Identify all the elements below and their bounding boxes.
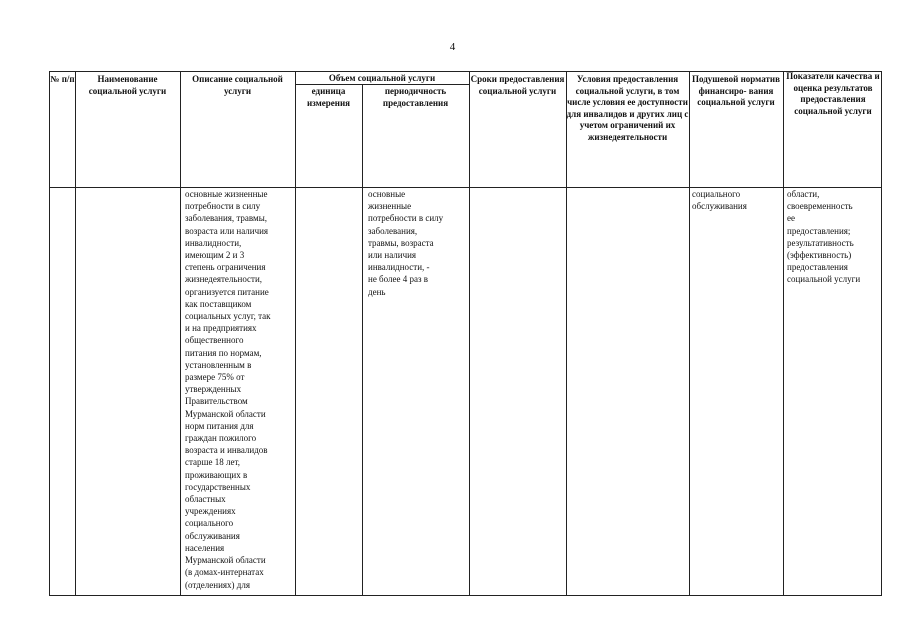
header-volume-period: периодичность предоставления (382, 86, 449, 108)
header-terms: Сроки предоставления социальной услуги (470, 74, 565, 96)
page-number: 4 (449, 41, 456, 53)
header-num: № п/п (50, 74, 75, 84)
services-table (49, 71, 882, 596)
header-indicators: Показатели качества и оценка результатов предоставления социальной услуги (786, 71, 880, 116)
header-volume: Объем социальной услуги (328, 73, 436, 83)
row-period: основные жизненные потребности в силу заболевания, травмы, возраста или наличия инвалидности, - не более 4 раз в день (368, 189, 444, 297)
column-divider (783, 72, 784, 595)
column-divider (362, 84, 363, 595)
header-description: Описание социальной услуги (192, 74, 283, 96)
column-divider (689, 72, 690, 595)
column-divider (566, 72, 567, 595)
column-divider (75, 72, 76, 595)
row-indicators: области, своевременность ее предоставления; результативность (эффективность) предоставления социальной услуги (787, 189, 861, 285)
header-norm: Подушевой норматив финансиро- вания социальной услуги (692, 74, 780, 107)
header-volume-unit: единица измерения (306, 86, 351, 108)
row-description: основные жизненные потребности в силу заболевания, травмы, возраста или наличия инвалидности, имеющим 2 и 3 степень ограничения жизнедеятельности, организуется питание как поставщиком социальных услуг, так и на предприятиях общественного питания по нормам, установленным в размере 75% от утвержденных Правительством Мурманской области норм питания для граждан пожилого возраста и инвалидов старше 18 лет, проживающих в государственных областных учреждениях социального обслуживания населения Мурманской области (в домах-интернатах (отделениях) для (185, 189, 271, 590)
column-divider (469, 72, 470, 595)
column-divider (180, 72, 181, 595)
header-name: Наименование социальной услуги (88, 74, 167, 96)
header-conditions: Условия предоставления социальной услуги, в том числе условия ее доступности для инвалидов и других лиц с учетом ограничений их жизнедеятельности (566, 74, 689, 142)
row-norm: социального обслуживания (692, 189, 747, 212)
column-divider (295, 72, 296, 595)
